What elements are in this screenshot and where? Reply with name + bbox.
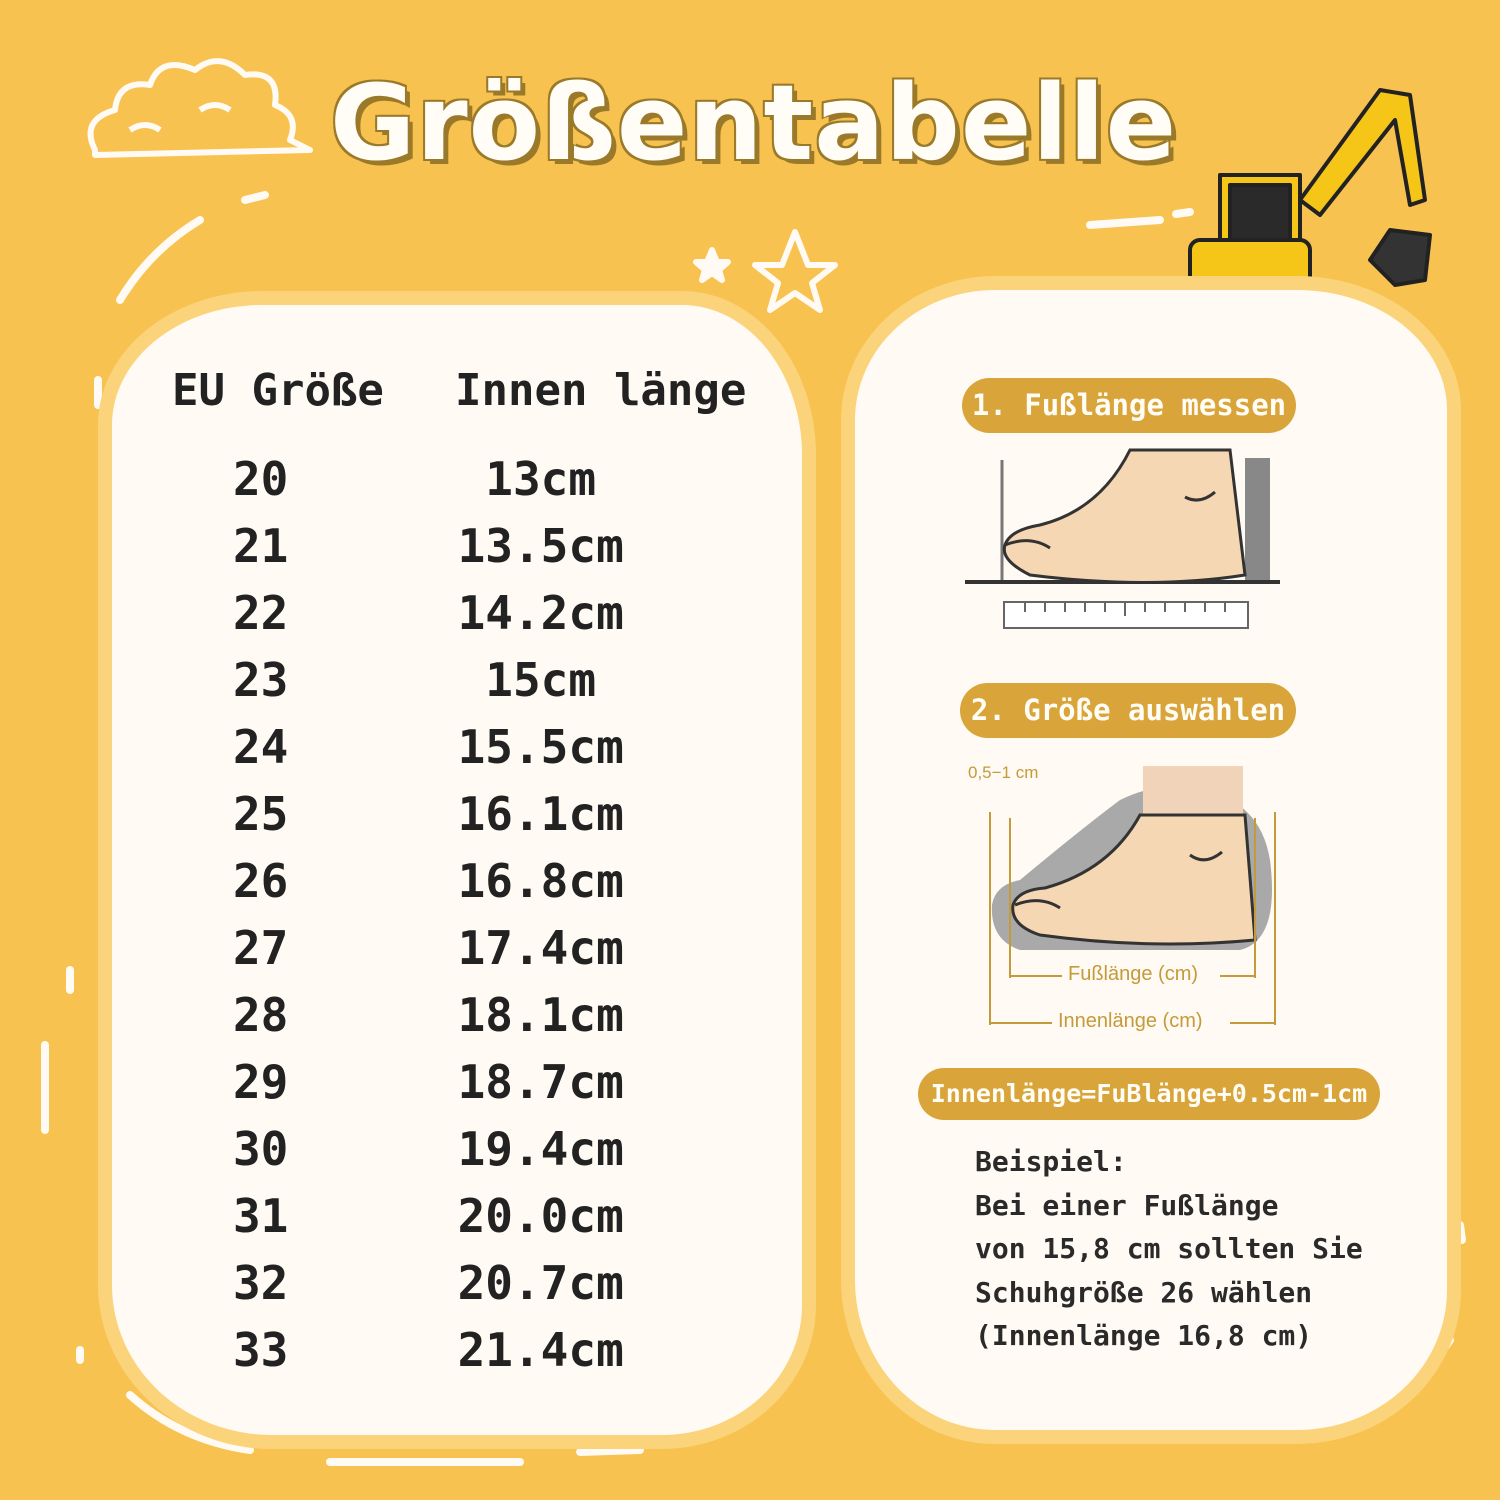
size-cell: 22 [232, 585, 289, 640]
example-line: Bei einer Fußlänge [975, 1188, 1279, 1222]
size-cell: 33 [232, 1322, 289, 1377]
length-cell: 20.7cm [457, 1255, 624, 1310]
size-cell: 24 [232, 719, 289, 774]
example-line: Schuhgröße 26 wählen [975, 1275, 1313, 1309]
size-cell: 28 [232, 987, 289, 1042]
example-line: (Innenlänge 16,8 cm) [975, 1319, 1313, 1352]
length-cell: 13.5cm [457, 518, 624, 573]
example-line: von 15,8 cm sollten Sie [975, 1232, 1363, 1265]
length-cell: 14.2cm [457, 585, 624, 640]
size-cell: 31 [232, 1188, 289, 1243]
length-cell: 13cm [485, 451, 597, 506]
size-cell: 23 [232, 652, 289, 707]
example-line: Beispiel: [975, 1145, 1127, 1178]
size-cell: 27 [232, 920, 289, 975]
size-cell: 20 [232, 451, 289, 506]
size-cell: 26 [232, 853, 289, 908]
page-title: Größentabelle [330, 62, 1178, 184]
length-cell: 18.7cm [457, 1054, 624, 1109]
size-cell: 25 [232, 786, 289, 841]
header-eu-size: EU Größe [172, 365, 384, 416]
length-cell: 15.5cm [457, 719, 624, 774]
step2-badge: 2. Größe auswählen [960, 683, 1296, 738]
example-text [975, 1140, 1395, 1358]
length-cell: 19.4cm [457, 1121, 624, 1176]
size-cell: 32 [232, 1255, 289, 1310]
length-cell: 16.8cm [457, 853, 624, 908]
length-cell: 15cm [485, 652, 597, 707]
length-cell: 18.1cm [457, 987, 624, 1042]
inner-length-label: Innenlänge (cm) [1054, 1010, 1207, 1033]
length-cell: 20.0cm [457, 1188, 624, 1243]
size-cell: 29 [232, 1054, 289, 1109]
length-cell: 16.1cm [457, 786, 624, 841]
formula-badge: Innenlänge=FuBlänge+0.5cm-1cm [918, 1068, 1380, 1120]
margin-label: 0,5−1 cm [964, 763, 1042, 783]
foot-length-label: Fußlänge (cm) [1064, 963, 1202, 986]
length-cell: 21.4cm [457, 1322, 624, 1377]
size-cell: 21 [232, 518, 289, 573]
length-cell: 17.4cm [457, 920, 624, 975]
header-inner-length: Innen länge [455, 365, 747, 416]
step1-badge: 1. Fußlänge messen [962, 378, 1296, 433]
size-cell: 30 [232, 1121, 289, 1176]
